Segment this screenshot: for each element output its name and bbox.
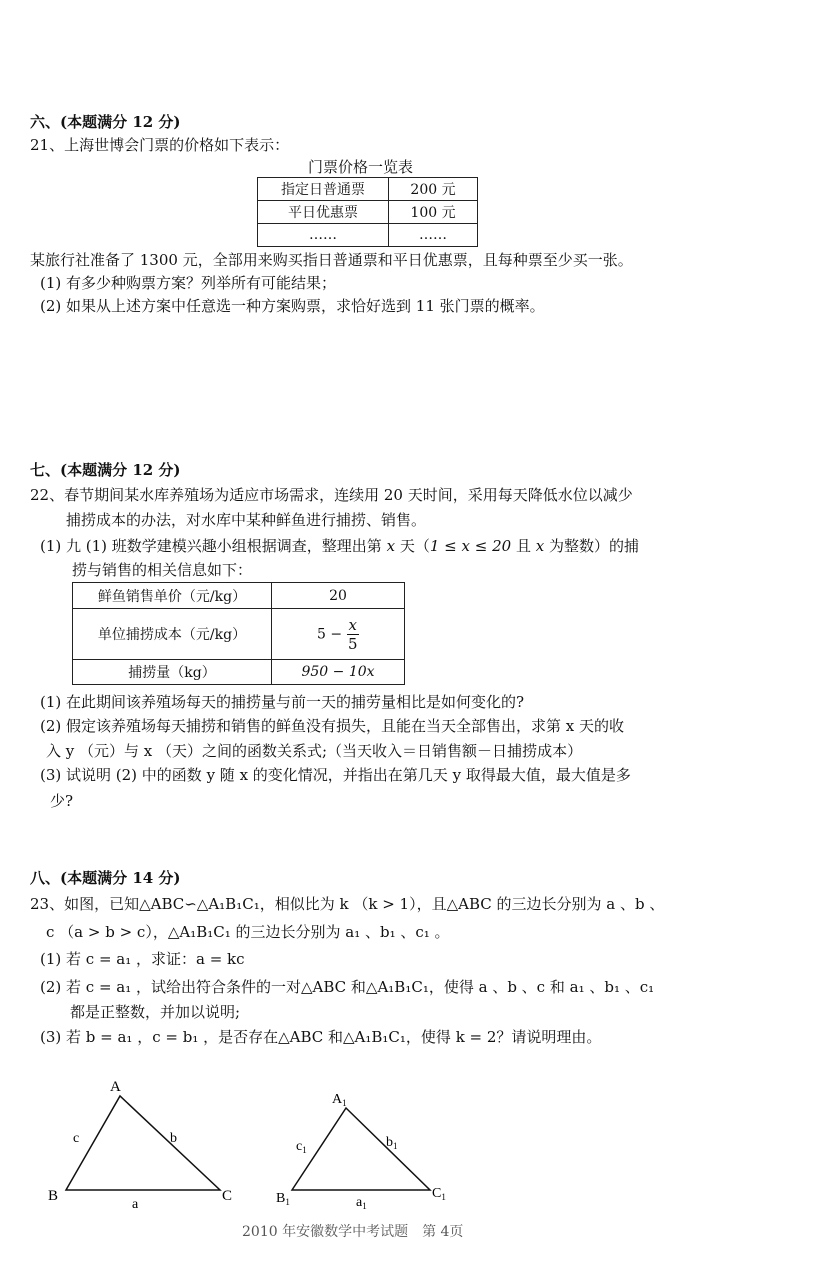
q23-part-2-line-1: (2) 若 c = a₁ ，试给出符合条件的一对△ABC 和△A₁B₁C₁，使得 a 、b 、c 和 a₁ 、b₁ 、c₁: [40, 978, 655, 996]
q22-1-text-b: 天（: [399, 537, 430, 555]
q23-part-3: (3) 若 b = a₁ ，c = b₁ ，是否存在△ABC 和△A₁B₁C₁，使得 k = 2？请说明理由。: [40, 1028, 602, 1046]
info-label: 鲜鱼销售单价（元/kg）: [73, 583, 272, 609]
var-x: x: [535, 537, 545, 555]
q22-part-a: (1) 在此期间该养殖场每天的捕捞量与前一天的捕劳量相比是如何变化的?: [40, 693, 525, 711]
side-b1-label: $b_1$: [386, 1135, 398, 1151]
vertex-a1-label: $A_1$: [332, 1092, 347, 1108]
section-7-heading: 七、(本题满分 12 分): [30, 461, 181, 479]
q23-line-1: 23、如图，已知△ABC∽△A₁B₁C₁，相似比为 k （k > 1），且△ABC 的三边长分别为 a 、b 、: [30, 895, 665, 913]
side-a1-label: $a_1$: [356, 1195, 367, 1211]
triangle-a1b1c1-shape: [292, 1108, 430, 1190]
q22-1-text-c: 且: [515, 537, 531, 555]
table-row: [258, 178, 478, 201]
range-expression: 1 ≤ x ≤ 20: [429, 537, 512, 555]
q22-line-1: 22、春节期间某水库养殖场为适应市场需求，连续用 20 天时间，采用每天降低水位以减少: [30, 486, 633, 504]
side-a-label: a: [132, 1197, 139, 1212]
q21-part-1: (1) 有多少种购票方案？列举所有可能结果；: [40, 274, 337, 292]
page-footer: 2010 年安徽数学中考试题 第 4页: [242, 1224, 464, 1240]
q23-line-2: c （a > b > c），△A₁B₁C₁ 的三边长分别为 a₁ 、b₁ 、c₁ 。: [46, 923, 450, 941]
q22-part-b-line-1: (2) 假定该养殖场每天捕捞和销售的鲜鱼没有损失，且能在当天全部售出，求第 x 天的收: [40, 717, 625, 735]
side-b-label: b: [170, 1131, 177, 1146]
q22-part-b-line-2: 入 y （元）与 x （天）之间的函数关系式;（当天收入＝日销售额－日捕捞成本）: [46, 742, 583, 760]
vertex-a-label: A: [110, 1079, 121, 1095]
q22-part-1-line-1: [40, 536, 639, 556]
vertex-c1-label: $C_1$: [432, 1186, 446, 1202]
q22-part-1-line-2: 捞与销售的相关信息如下：: [72, 561, 253, 579]
var-x: x: [386, 537, 396, 555]
section-8-heading: 八、(本题满分 14 分): [30, 869, 181, 887]
table-row: [258, 224, 478, 247]
ticket-price: ……: [389, 224, 478, 247]
info-value: [272, 609, 405, 660]
vertex-c-label: C: [222, 1188, 233, 1204]
fish-info-table: [72, 582, 405, 685]
ticket-price-table: [257, 177, 478, 247]
side-c-label: c: [73, 1131, 80, 1146]
triangle-abc-shape: [66, 1096, 220, 1190]
table-row: [73, 583, 405, 609]
fraction-numerator: x: [348, 615, 357, 634]
q22-part-c-line-2: 少?: [50, 792, 74, 810]
cost-prefix: 5 −: [316, 626, 343, 642]
ticket-name: 指定日普通票: [258, 178, 389, 201]
ticket-price: 200 元: [389, 178, 478, 201]
q21-part-2: (2) 如果从上述方案中任意选一种方案购票，求恰好选到 11 张门票的概率。: [40, 297, 545, 315]
q22-part-c-line-1: (3) 试说明 (2) 中的函数 y 随 x 的变化情况，并指出在第几天 y 取得最大值，最大值是多: [40, 766, 631, 784]
info-value: 950 − 10x: [272, 660, 405, 685]
info-label: 捕捞量（kg）: [73, 660, 272, 685]
side-c1-label: $c_1$: [296, 1139, 307, 1155]
q21-intro: 21、上海世博会门票的价格如下表示：: [30, 136, 290, 154]
q23-part-1: (1) 若 c = a₁ ，求证：a = kc: [40, 950, 245, 968]
q21-text: 某旅行社准备了 1300 元，全部用来购买指日普通票和平日优惠票，且每种票至少买一张。: [30, 251, 633, 269]
triangle-figures: [40, 1070, 520, 1220]
vertex-b-label: B: [48, 1188, 59, 1204]
triangle-a1b1c1: [276, 1092, 446, 1211]
info-label: 单位捕捞成本（元/kg）: [73, 609, 272, 660]
q22-line-2: 捕捞成本的办法，对水库中某种鲜鱼进行捕捞、销售。: [66, 511, 427, 529]
fraction-denominator: 5: [347, 634, 358, 653]
triangle-abc: [48, 1079, 232, 1212]
ticket-name: 平日优惠票: [258, 201, 389, 224]
table-row: [73, 609, 405, 660]
fraction: [347, 616, 359, 653]
q22-1-text-a: (1) 九 (1) 班数学建模兴趣小组根据调查，整理出第: [40, 537, 382, 555]
info-value: 20: [272, 583, 405, 609]
ticket-table-title: 门票价格一览表: [308, 158, 414, 176]
vertex-b1-label: $B_1$: [276, 1191, 290, 1207]
ticket-name: ……: [258, 224, 389, 247]
section-6-heading: 六、(本题满分 12 分): [30, 113, 181, 131]
q23-part-2-line-2: 都是正整数，并加以说明;: [70, 1003, 241, 1021]
table-row: [258, 201, 478, 224]
ticket-price: 100 元: [389, 201, 478, 224]
q22-1-text-d: 为整数）的捕: [549, 537, 640, 555]
table-row: [73, 660, 405, 685]
